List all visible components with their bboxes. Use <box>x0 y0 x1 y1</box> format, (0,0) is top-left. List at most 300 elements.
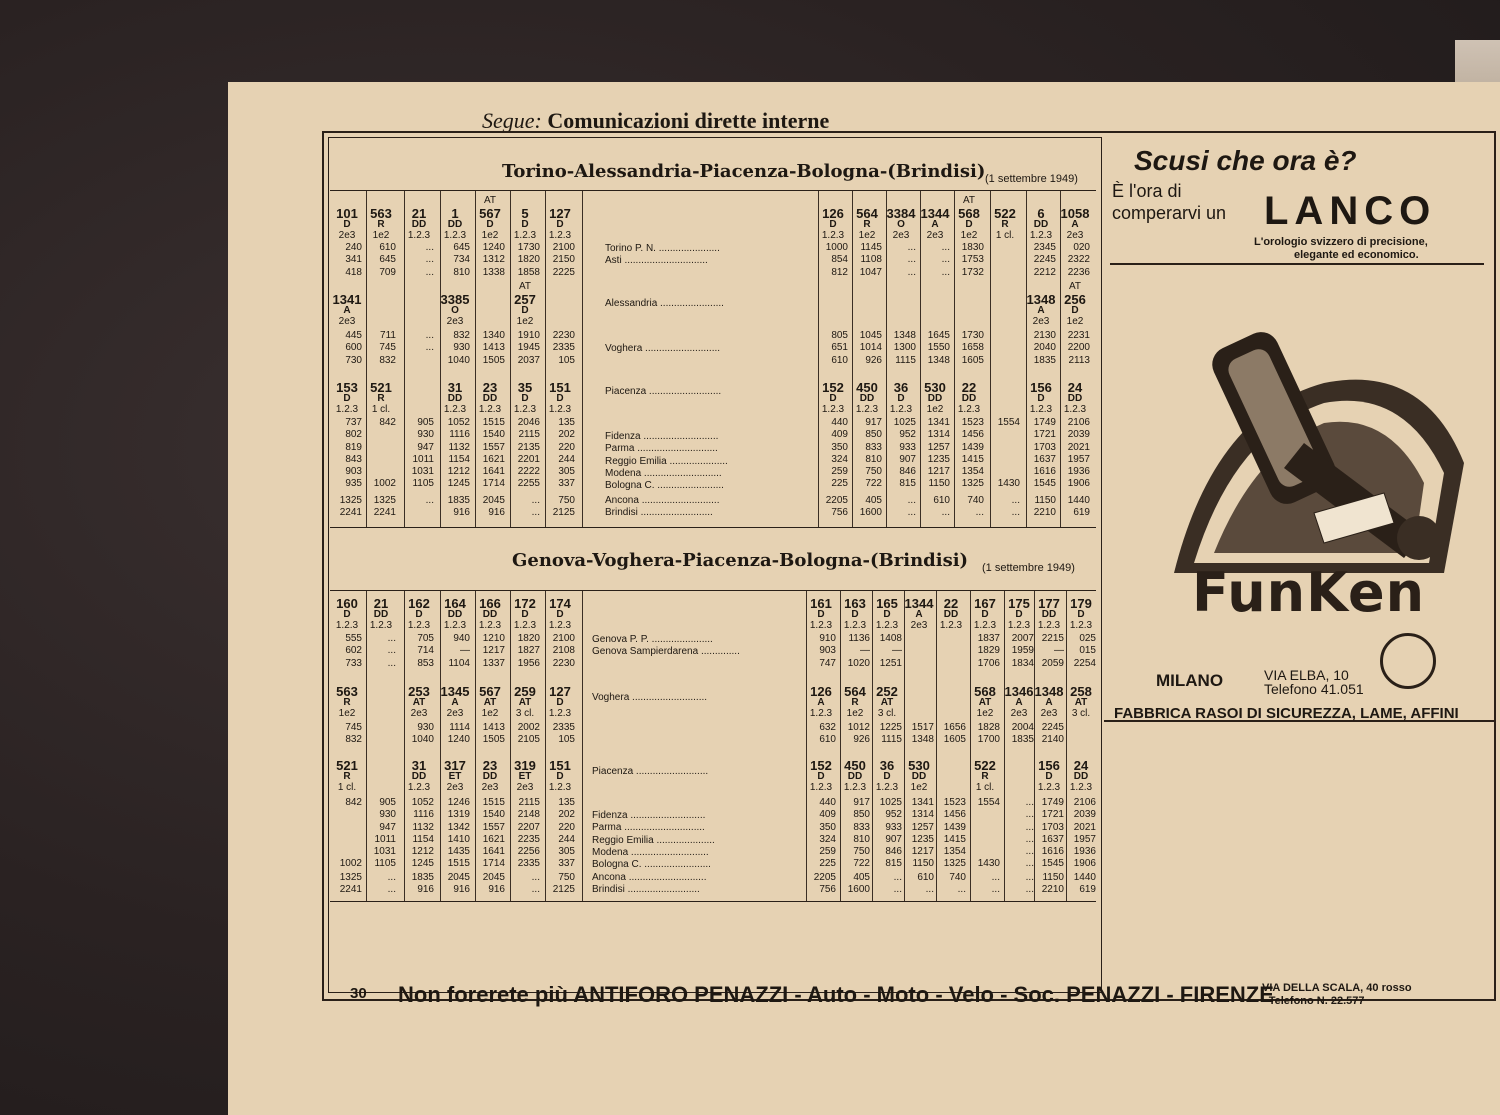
time-column: 1554 1430 <box>977 797 1000 870</box>
station-name: Torino P. N. ...................... <box>605 243 720 254</box>
train-category: AT <box>518 697 532 708</box>
train-class: 1.2.3 <box>407 782 431 793</box>
time-column: 1828 1700 <box>977 722 1000 746</box>
train-class: 2e3 <box>1066 230 1084 241</box>
train-number: 3385 <box>440 292 470 307</box>
train-class: 3 cl. <box>515 708 535 719</box>
time-column: 805 651 610 <box>831 330 848 366</box>
time-column: 910 903 747 <box>819 633 836 669</box>
table1-title: Torino-Alessandria-Piacenza-Bologna-(Brindisi) <box>502 161 986 182</box>
train-category: R <box>863 219 871 230</box>
train-class: 1.2.3 <box>889 404 913 415</box>
train-category: D <box>343 393 351 404</box>
train-class: 2e3 <box>481 782 499 793</box>
train-prefix: AT <box>962 195 976 206</box>
train-number: 319 <box>514 758 536 773</box>
train-class: 1e2 <box>338 708 356 719</box>
train-class: 1e2 <box>481 708 499 719</box>
train-number: 177 <box>1038 596 1060 611</box>
time-column: 1150 2210 <box>1033 495 1056 519</box>
train-number: 253 <box>408 684 430 699</box>
time-column: 740 ... <box>949 872 966 896</box>
time-column: 1440 619 <box>1067 495 1090 519</box>
train-class: 1e2 <box>516 316 534 327</box>
train-number: 1 <box>451 206 459 221</box>
time-column: 2106 2039 2021 1957 1936 1906 <box>1073 797 1096 870</box>
station-name: Modena ............................ <box>605 467 722 479</box>
time-column: 2245 2140 <box>1041 722 1064 746</box>
train-number: 101 <box>336 206 358 221</box>
train-category: D <box>486 219 494 230</box>
table1-date: (1 settembre 1949) <box>985 173 1078 185</box>
train-number: 126 <box>822 206 844 221</box>
train-class: 1.2.3 <box>407 620 431 631</box>
station-name: Asti .............................. <box>605 255 708 267</box>
table2-date: (1 settembre 1949) <box>982 562 1075 574</box>
column-rule <box>582 191 583 527</box>
time-column: 025 015 2254 <box>1073 633 1096 669</box>
train-number: 567 <box>479 206 501 221</box>
time-column: 1749 1721 1703 1637 1616 1545 <box>1033 417 1056 490</box>
train-class: 1.2.3 <box>548 708 572 719</box>
advertisement-panel <box>1104 143 1490 743</box>
time-column: ... ... <box>907 495 916 519</box>
time-column: 842 1002 <box>373 417 396 490</box>
train-category: A <box>1071 219 1079 230</box>
train-category: R <box>343 771 351 782</box>
station-name: Reggio Emilia ..................... <box>592 834 715 846</box>
time-column: 2215 — 2059 <box>1041 633 1064 669</box>
train-category: D <box>883 609 891 620</box>
train-category: A <box>451 697 459 708</box>
train-category: R <box>1001 219 1009 230</box>
time-column: 737 802 819 843 903 935 <box>345 417 362 490</box>
footer-advert: Non forerete più ANTIFORO PENAZZI - Auto - Moto - Velo - Soc. PENAZZI - FIRENZE <box>398 982 1274 1007</box>
time-column: 1025 952 933 907 846 815 <box>893 417 916 490</box>
train-class: 1.2.3 <box>809 708 833 719</box>
time-column: 440 409 350 324 259 225 <box>819 797 836 870</box>
train-category: D <box>817 609 825 620</box>
train-number: 521 <box>370 380 392 395</box>
train-class: 1.2.3 <box>821 230 845 241</box>
train-class: 1.2.3 <box>548 620 572 631</box>
train-category: D <box>829 393 837 404</box>
time-column: 240 341 418 <box>345 242 362 278</box>
train-category: D <box>521 219 529 230</box>
train-number: 24 <box>1073 758 1089 773</box>
train-category: A <box>915 609 923 620</box>
table2-title: Genova-Voghera-Piacenza-Bologna-(Brindisi) <box>512 550 969 571</box>
time-column: 2004 1835 <box>1011 722 1034 746</box>
time-column: 1240 1312 1338 <box>482 242 505 278</box>
train-category: DD <box>961 393 977 404</box>
time-column: 1225 1115 <box>879 722 902 746</box>
train-category: DD <box>411 771 427 782</box>
train-class: 1e2 <box>846 708 864 719</box>
train-number: 1346 <box>1004 684 1034 699</box>
train-class: 1.2.3 <box>809 782 833 793</box>
time-column: 750 2125 <box>552 872 575 896</box>
time-column: ... ... ... <box>941 242 950 278</box>
station-name: Alessandria ....................... <box>605 298 724 309</box>
train-number: 563 <box>370 206 392 221</box>
time-column: 1835 916 <box>411 872 434 896</box>
time-column: 440 409 350 324 259 225 <box>831 417 848 490</box>
time-column: 1408 — 1251 <box>879 633 902 669</box>
ad-line-2: comperarvi un <box>1112 203 1227 223</box>
column-rule <box>582 591 583 901</box>
train-category: D <box>1045 771 1053 782</box>
ad-brand-funken: FunKen <box>1192 561 1426 624</box>
time-column: 1749 1721 1703 1637 1616 1545 <box>1041 797 1064 870</box>
station-name: Reggio Emilia ..................... <box>605 455 728 467</box>
train-category: DD <box>1073 771 1089 782</box>
train-class: 1.2.3 <box>855 404 879 415</box>
train-number: 152 <box>822 380 844 395</box>
station-name: Piacenza .......................... <box>605 386 722 397</box>
train-category: D <box>1077 609 1085 620</box>
train-number: 174 <box>549 596 571 611</box>
time-column: 2007 1959 1834 <box>1011 633 1034 669</box>
time-column: 1325 2241 <box>339 495 362 519</box>
train-number: 163 <box>844 596 866 611</box>
time-column: ... ... <box>1011 495 1020 519</box>
train-class: 1.2.3 <box>1007 620 1031 631</box>
train-category: A <box>343 305 351 316</box>
train-class: 1.2.3 <box>1069 620 1093 631</box>
train-category: D <box>521 305 529 316</box>
train-class: 1.2.3 <box>957 404 981 415</box>
train-category: DD <box>847 771 863 782</box>
train-number: 1058 <box>1060 206 1090 221</box>
train-class: 1.2.3 <box>335 404 359 415</box>
train-category: D <box>1015 609 1023 620</box>
station-name: Ancona ............................ <box>605 495 720 506</box>
time-column: 2130 2040 1835 <box>1033 330 1056 366</box>
time-column: ... ... ... ... ... ... <box>1025 797 1034 870</box>
ad-slogan-2: elegante ed economico. <box>1294 249 1419 261</box>
train-number: 568 <box>974 684 996 699</box>
train-number: 1344 <box>920 206 950 221</box>
train-category: AT <box>1074 697 1088 708</box>
train-category: AT <box>880 697 894 708</box>
time-column: 1325 2241 <box>339 872 362 896</box>
train-class: 1.2.3 <box>548 230 572 241</box>
time-column: 2115 2148 2207 2235 2256 2335 <box>517 797 540 870</box>
train-class: 1e2 <box>910 782 928 793</box>
train-class: 2e3 <box>892 230 910 241</box>
time-column: 2045 916 <box>447 872 470 896</box>
train-class: 1.2.3 <box>443 230 467 241</box>
train-number: 563 <box>336 684 358 699</box>
station-name: Bologna C. ........................ <box>592 859 711 871</box>
train-category: D <box>343 609 351 620</box>
train-category: D <box>521 393 529 404</box>
station-name: Voghera ........................... <box>592 692 708 703</box>
train-class: 2e3 <box>410 708 428 719</box>
train-category: R <box>981 771 989 782</box>
train-prefix: AT <box>518 281 532 292</box>
train-number: 127 <box>549 684 571 699</box>
train-class: 1.2.3 <box>548 782 572 793</box>
train-prefix: AT <box>1068 281 1082 292</box>
time-column: 2045 916 <box>482 495 505 519</box>
station-name: Genova P. P. ...................... <box>592 634 713 645</box>
train-class: 1.2.3 <box>1029 404 1053 415</box>
time-column: 2002 2105 <box>517 722 540 746</box>
train-number: 156 <box>1038 758 1060 773</box>
time-column: 2106 2039 2021 1957 1936 1906 <box>1067 417 1090 490</box>
train-class: 2e3 <box>516 782 534 793</box>
station-name: Brindisi .......................... <box>605 507 713 519</box>
train-class: 2e3 <box>446 708 464 719</box>
ad-slogan-1: L'orologio svizzero di precisione, <box>1254 236 1428 248</box>
train-category: A <box>931 219 939 230</box>
time-column: 1025 952 933 907 846 815 <box>879 797 902 870</box>
train-number: 175 <box>1008 596 1030 611</box>
train-number: 450 <box>844 758 866 773</box>
train-class: 1 cl. <box>995 230 1015 241</box>
train-number: 256 <box>1064 292 1086 307</box>
time-column: 1910 1945 2037 <box>517 330 540 366</box>
time-column: 917 850 833 810 750 722 <box>865 417 882 490</box>
time-column: 2335 105 <box>552 722 575 746</box>
train-number: 450 <box>856 380 878 395</box>
train-class: 1.2.3 <box>513 230 537 241</box>
train-category: D <box>1037 393 1045 404</box>
train-number: 259 <box>514 684 536 699</box>
train-category: DD <box>911 771 927 782</box>
ad-phone: Telefono 41.051 <box>1264 681 1364 697</box>
time-column: 135 202 220 244 305 337 <box>558 417 575 490</box>
time-column: 940 — 1104 <box>448 633 470 669</box>
train-number: 317 <box>444 758 466 773</box>
train-category: DD <box>1033 219 1049 230</box>
time-column: ... ... <box>531 495 540 519</box>
train-category: DD <box>411 219 427 230</box>
train-class: 1e2 <box>481 230 499 241</box>
train-class: 1.2.3 <box>939 620 963 631</box>
train-class: 1.2.3 <box>1037 620 1061 631</box>
station-name: Piacenza .......................... <box>592 766 709 777</box>
train-class: 2e3 <box>1010 708 1028 719</box>
time-column: 745 832 <box>345 722 362 746</box>
time-column: 1325 2241 <box>373 495 396 519</box>
ad-line-1: È l'ora di <box>1112 181 1182 201</box>
time-column: 1052 1116 1132 1154 1212 1245 <box>447 417 470 490</box>
time-column: 1348 1300 1115 <box>893 330 916 366</box>
train-category: DD <box>1041 609 1057 620</box>
time-column: 020 2322 2236 <box>1067 242 1090 278</box>
time-column: 917 850 833 810 750 722 <box>853 797 870 870</box>
train-number: 179 <box>1070 596 1092 611</box>
train-class: 1.2.3 <box>478 404 502 415</box>
train-category: A <box>1037 305 1045 316</box>
time-column: ... ... <box>1025 872 1034 896</box>
train-number: 564 <box>856 206 878 221</box>
time-column: 445 600 730 <box>345 330 362 366</box>
train-class: 1 cl. <box>975 782 995 793</box>
train-number: 23 <box>482 758 498 773</box>
station-name: Modena ............................ <box>592 846 709 858</box>
time-column: 1523 1456 1439 1415 1354 1325 <box>961 417 984 490</box>
train-class: 1.2.3 <box>843 782 867 793</box>
train-number: 161 <box>810 596 832 611</box>
time-column: ... ... ... <box>907 242 916 278</box>
train-class: 3 cl. <box>877 708 897 719</box>
title-prefix: Segue: <box>482 108 542 133</box>
train-number: 36 <box>879 758 895 773</box>
time-column: 405 1600 <box>847 872 870 896</box>
train-number: 564 <box>844 684 866 699</box>
time-column: 1820 1827 1956 <box>517 633 540 669</box>
train-class: 1.2.3 <box>1037 782 1061 793</box>
train-class: 1e2 <box>1066 316 1084 327</box>
page-number: 30 <box>350 985 367 1002</box>
time-column: 1835 916 <box>447 495 470 519</box>
train-number: 166 <box>479 596 501 611</box>
train-category: D <box>343 219 351 230</box>
train-class: 1.2.3 <box>478 620 502 631</box>
ad-factory: FABBRICA RASOI DI SICUREZZA, LAME, AFFINI <box>1114 705 1459 722</box>
train-category: DD <box>373 609 389 620</box>
time-column: 1517 1348 <box>911 722 934 746</box>
train-category: DD <box>482 771 498 782</box>
train-class: 1e2 <box>960 230 978 241</box>
train-category: O <box>451 305 459 316</box>
train-class: 1.2.3 <box>1029 230 1053 241</box>
train-category: DD <box>943 609 959 620</box>
station-name: Voghera ........................... <box>605 343 721 354</box>
train-category: R <box>851 697 859 708</box>
train-class: 1.2.3 <box>875 782 899 793</box>
train-class: 2e3 <box>338 316 356 327</box>
train-class: 1.2.3 <box>548 404 572 415</box>
train-number: 151 <box>549 758 571 773</box>
train-category: DD <box>482 609 498 620</box>
time-column: 1341 1314 1257 1235 1217 1150 <box>911 797 934 870</box>
time-column: 405 1600 <box>859 495 882 519</box>
train-category: ET <box>448 771 462 782</box>
train-category: A <box>1045 697 1053 708</box>
train-class: 1.2.3 <box>335 620 359 631</box>
train-class: 3 cl. <box>1071 708 1091 719</box>
time-column: 1341 1314 1257 1235 1217 1150 <box>927 417 950 490</box>
train-class: 2e3 <box>338 230 356 241</box>
train-category: ET <box>518 771 532 782</box>
footer-address: VIA DELLA SCALA, 40 rosso <box>1262 982 1412 994</box>
train-number: 165 <box>876 596 898 611</box>
train-number: 31 <box>411 758 427 773</box>
train-category: AT <box>412 697 426 708</box>
train-class: 1.2.3 <box>1063 404 1087 415</box>
train-category: D <box>897 393 905 404</box>
station-name: Genova Sampierdarena .............. <box>592 646 740 658</box>
funken-logo-icon <box>1380 633 1436 689</box>
station-name: Parma ............................. <box>592 822 705 834</box>
train-number: 160 <box>336 596 358 611</box>
title-text: Comunicazioni dirette interne <box>547 108 830 133</box>
time-column: 1554 1430 <box>997 417 1020 490</box>
time-column: 1136 — 1020 <box>847 633 870 669</box>
footer-phone: - Telefono N. 22.577 <box>1262 995 1365 1007</box>
train-number: 258 <box>1070 684 1092 699</box>
train-number: 1348 <box>1034 684 1064 699</box>
train-class: 1.2.3 <box>973 620 997 631</box>
train-category: R <box>377 393 385 404</box>
train-class: 1.2.3 <box>875 620 899 631</box>
train-number: 127 <box>549 206 571 221</box>
time-column: 2231 2200 2113 <box>1067 330 1090 366</box>
train-number: 1345 <box>440 684 470 699</box>
train-category: D <box>521 609 529 620</box>
time-column: 930 1040 <box>411 722 434 746</box>
train-number: 22 <box>943 596 959 611</box>
time-column: ... ... <box>531 872 540 896</box>
ad-brand-lanco: LANCO <box>1264 189 1437 233</box>
station-name: Fidenza ........................... <box>605 431 719 442</box>
train-class: 1 cl. <box>371 404 391 415</box>
time-column: 711 745 832 <box>379 330 396 366</box>
train-class: 1.2.3 <box>407 230 431 241</box>
train-category: D <box>556 771 564 782</box>
time-column: 2205 756 <box>813 872 836 896</box>
train-number: 153 <box>336 380 358 395</box>
train-category: D <box>981 609 989 620</box>
train-number: 156 <box>1030 380 1052 395</box>
time-column: 1515 1540 1557 1621 1641 1714 <box>482 417 505 490</box>
train-category: O <box>897 219 905 230</box>
time-column: ... ... ... <box>387 633 396 669</box>
ad-address: VIA ELBA, 10 <box>1264 667 1349 683</box>
train-category: A <box>1015 697 1023 708</box>
time-column: 2045 916 <box>482 872 505 896</box>
train-number: 1348 <box>1026 292 1056 307</box>
time-column: 2205 756 <box>825 495 848 519</box>
time-column: 750 2125 <box>552 495 575 519</box>
train-class: 1.2.3 <box>443 404 467 415</box>
time-column: 1114 1240 <box>447 722 470 746</box>
train-number: 36 <box>893 380 909 395</box>
ad-question: Scusi che ora è? <box>1134 145 1357 176</box>
train-class: 1e2 <box>976 708 994 719</box>
time-column: 1523 1456 1439 1415 1354 1325 <box>943 797 966 870</box>
time-column: 1837 1829 1706 <box>977 633 1000 669</box>
train-class: 2e3 <box>1032 316 1050 327</box>
train-class: 1.2.3 <box>513 620 537 631</box>
time-column: 1440 619 <box>1073 872 1096 896</box>
time-column: ... ... <box>387 872 396 896</box>
train-class: 1.2.3 <box>443 620 467 631</box>
train-category: D <box>851 609 859 620</box>
train-category: DD <box>927 393 943 404</box>
train-number: 530 <box>908 758 930 773</box>
train-class: 2e3 <box>910 620 928 631</box>
time-column: 1340 1413 1505 <box>482 330 505 366</box>
train-category: D <box>556 219 564 230</box>
train-prefix: AT <box>483 195 497 206</box>
train-number: 1344 <box>904 596 934 611</box>
time-column: 632 610 <box>819 722 836 746</box>
time-column: 1000 854 812 <box>825 242 848 278</box>
train-category: DD <box>482 393 498 404</box>
train-class: 1 cl. <box>337 782 357 793</box>
train-category: DD <box>447 219 463 230</box>
train-number: 22 <box>961 380 977 395</box>
train-category: D <box>415 609 423 620</box>
train-number: 530 <box>924 380 946 395</box>
train-category: D <box>556 697 564 708</box>
